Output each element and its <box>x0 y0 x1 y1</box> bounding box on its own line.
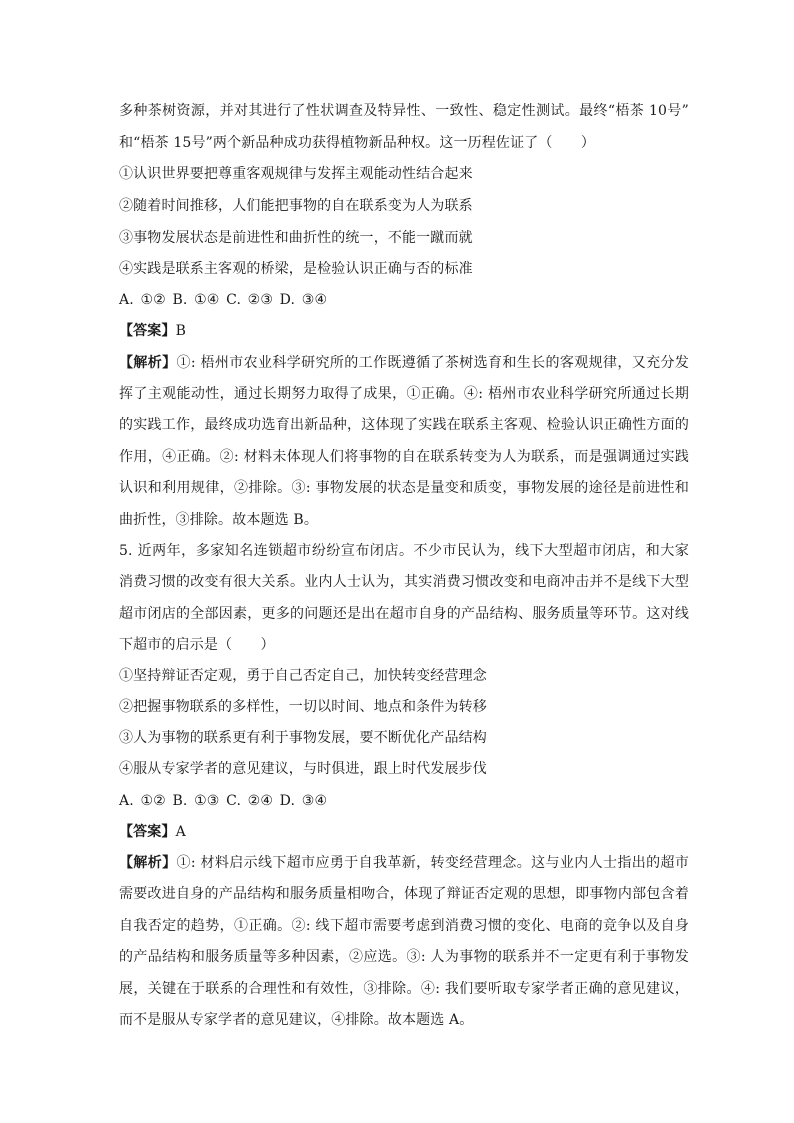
q5-statement-2: ②把握事物联系的多样性，一切以时间、地点和条件为转移 <box>119 699 487 715</box>
q4-answer-value: B <box>175 323 187 339</box>
q4-analysis-line-5: 认识和利用规律，②排除。③: 事物发展的状态是量变和质变，事物发展的途径是前进性和 <box>119 480 689 496</box>
q5-analysis-line-1 <box>119 853 689 873</box>
q5-answer <box>119 822 689 842</box>
q5-analysis-line-6: 而不是服从专家学者的意见建议，④排除。故本题选 A。 <box>119 1012 474 1028</box>
q5-analysis-line-2: 需要改进自身的产品结构和服务质量相吻合，体现了辩证否定观的思想，即事物内部包含着 <box>119 886 689 902</box>
q5-analysis-label: 【解析】 <box>119 855 177 871</box>
q5-analysis-line-4: 的产品结构和服务质量等多种因素，②应选。③: 人为事物的联系并不一定更有利于事物发 <box>119 949 689 965</box>
q4-analysis-line-1 <box>119 353 689 373</box>
q5-analysis-text-1: ①: 材料启示线下超市应勇于自我革新，转变经营理念。这与业内人士指出的超市 <box>176 855 689 871</box>
q4-statement-3: ③事物发展状态是前进性和曲折性的统一，不能一蹴而就 <box>119 230 473 246</box>
q5-answer-value: A <box>175 824 186 840</box>
q4-analysis-line-6: 曲折性，③排除。故本题选 B。 <box>119 512 318 528</box>
q4-analysis-line-4: 作用，④正确。②: 材料未体现人们将事物的自在联系转变为人为联系，而是强调通过实践 <box>119 449 689 465</box>
q5-analysis-line-5: 展，关键在于联系的合理性和有效性，③排除。④: 我们要听取专家学者正确的意见建议， <box>119 981 689 997</box>
q5-stem-line-2: 消费习惯的改变有很大关系。业内人士认为，其实消费习惯改变和电商冲击并不是线下大型 <box>119 574 689 590</box>
q5-stem-line-4: 下超市的启示是（ ） <box>119 637 275 653</box>
q4-answer-label: 【答案】 <box>119 323 176 339</box>
q4-statement-4: ④实践是联系主客观的桥梁，是检验认识正确与否的标准 <box>119 261 473 277</box>
q4-analysis-text-1: ①: 梧州市农业科学研究所的工作既遵循了茶树选育和生长的客观规律，又充分发 <box>176 355 689 371</box>
q4-statement-1: ①认识世界要把尊重客观规律与发挥主观能动性结合起来 <box>119 166 473 182</box>
q4-analysis-line-2: 挥了主观能动性，通过长期努力取得了成果，①正确。④: 梧州市农业科学研究所通过长期 <box>119 386 689 402</box>
q4-stem-line-1: 多种茶树资源，并对其进行了性状调查及特异性、一致性、稳定性测试。最终“梧茶 10号” <box>119 103 689 119</box>
q4-statement-2: ②随着时间推移，人们能把事物的自在联系变为人为联系 <box>119 198 473 214</box>
q4-options: A. ①② B. ①④ C. ②③ D. ③④ <box>119 292 328 308</box>
q5-analysis-line-3: 自我否定的趋势，①正确。②: 线下超市需要考虑到消费习惯的变化、电商的竞争以及自身 <box>119 918 689 934</box>
q5-statement-3: ③人为事物的联系更有利于事物发展，要不断优化产品结构 <box>119 730 487 746</box>
q5-options: A. ①② B. ①③ C. ②④ D. ③④ <box>119 793 328 809</box>
q5-statement-4: ④服从专家学者的意见建议，与时俱进，跟上时代发展步伐 <box>119 761 487 777</box>
q4-analysis-line-3: 的实践工作，最终成功选育出新品种，这体现了实践在联系主客观、检验认识正确性方面的 <box>119 417 689 433</box>
q5-answer-label: 【答案】 <box>119 824 176 840</box>
q4-analysis-label: 【解析】 <box>119 355 177 371</box>
q5-stem-line-3: 超市闭店的全部因素，更多的问题还是出在超市自身的产品结构、服务质量等环节。这对线 <box>119 606 689 622</box>
q5-statement-1: ①坚持辩证否定观，勇于自己否定自己，加快转变经营理念 <box>119 668 487 684</box>
q4-answer <box>119 321 689 341</box>
q4-stem-line-2: 和“梧茶 15号”两个新品种成功获得植物新品种权。这一历程佐证了（ ） <box>119 135 595 151</box>
q5-stem-line-1: 5. 近两年，多家知名连锁超市纷纷宣布闭店。不少市民认为，线下大型超市闭店，和大家 <box>119 543 689 559</box>
